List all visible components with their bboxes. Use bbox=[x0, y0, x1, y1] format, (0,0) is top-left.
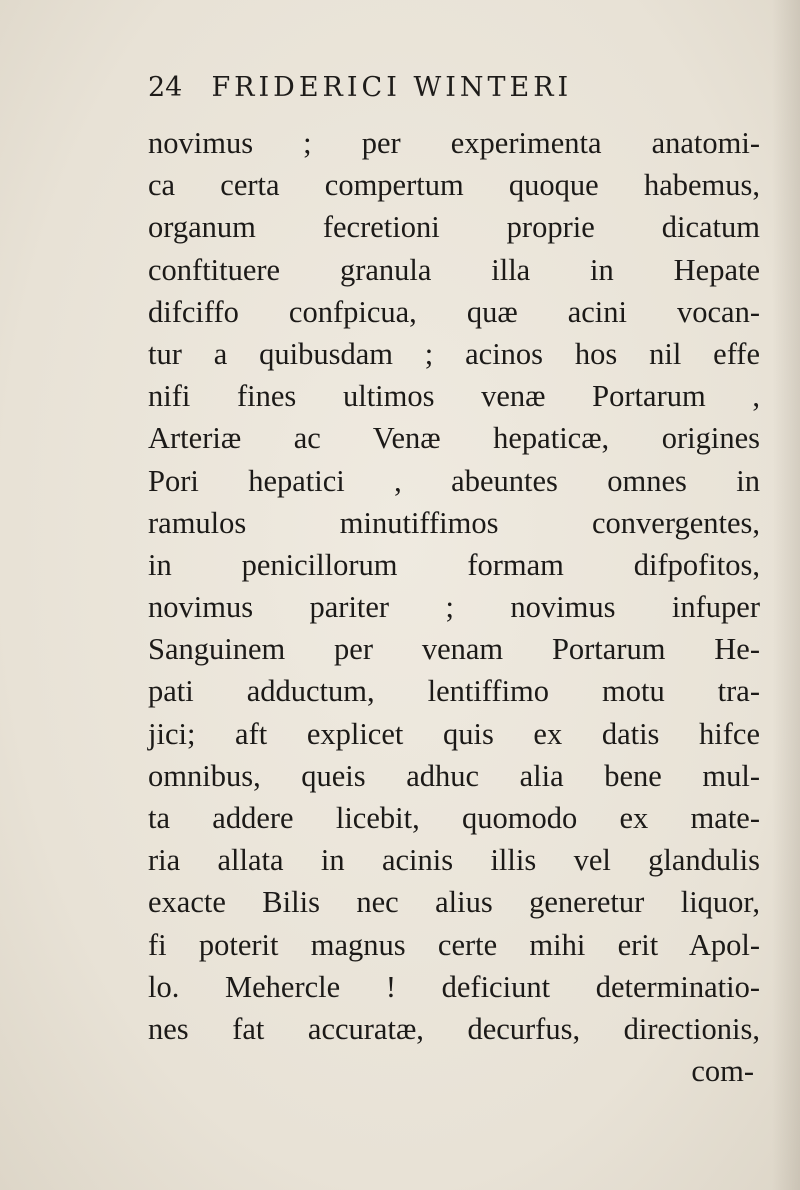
text-line: in penicillorum formam difpofitos, bbox=[148, 547, 760, 582]
text-line: novimus pariter ; novimus infuper bbox=[148, 590, 760, 625]
text-line: ca certa compertum quoque habemus, bbox=[148, 168, 760, 203]
page-edge-shadow bbox=[772, 0, 800, 1190]
text-line: exacte Bilis nec alius generetur liquor, bbox=[148, 885, 760, 920]
text-line: nifi fines ultimos venæ Portarum , bbox=[148, 379, 760, 414]
text-line: jici; aft explicet quis ex datis hifce bbox=[148, 716, 760, 751]
text-line: Sanguinem per venam Portarum He- bbox=[148, 632, 760, 667]
text-line: ramulos minutiffimos convergentes, bbox=[148, 505, 760, 540]
text-line: omnibus, queis adhuc alia bene mul- bbox=[148, 758, 760, 793]
text-line: Pori hepatici , abeuntes omnes in bbox=[148, 463, 760, 498]
page-header bbox=[148, 72, 678, 103]
text-line: organum fecretioni proprie dicatum bbox=[148, 210, 760, 245]
catchword: com- bbox=[691, 1054, 754, 1089]
body-text bbox=[148, 122, 760, 1092]
text-line: novimus ; per experimenta anatomi- bbox=[148, 126, 760, 160]
text-line: difciffo confpicua, quæ acini vocan- bbox=[148, 294, 760, 329]
running-head: FRIDERICI WINTERI bbox=[211, 72, 573, 103]
text-line: ta addere licebit, quomodo ex mate- bbox=[148, 801, 760, 835]
text-line: ria allata in acinis illis vel glandulis bbox=[148, 843, 760, 878]
text-line: lo. Mehercle ! deficiunt determinatio- bbox=[148, 969, 760, 1004]
page-number: 24 bbox=[148, 72, 183, 103]
text-line: fi poterit magnus certe mihi erit Apol- bbox=[148, 927, 760, 962]
text-line: tur a quibusdam ; acinos hos nil effe bbox=[148, 336, 760, 371]
text-line: Arteriæ ac Venæ hepaticæ, origines bbox=[148, 421, 760, 456]
text-line: conftituere granula illa in Hepate bbox=[148, 252, 760, 287]
text-line: nes fat accuratæ, decurfus, directionis, bbox=[148, 1011, 760, 1046]
text-line: pati adductum, lentiffimo motu tra- bbox=[148, 674, 760, 709]
